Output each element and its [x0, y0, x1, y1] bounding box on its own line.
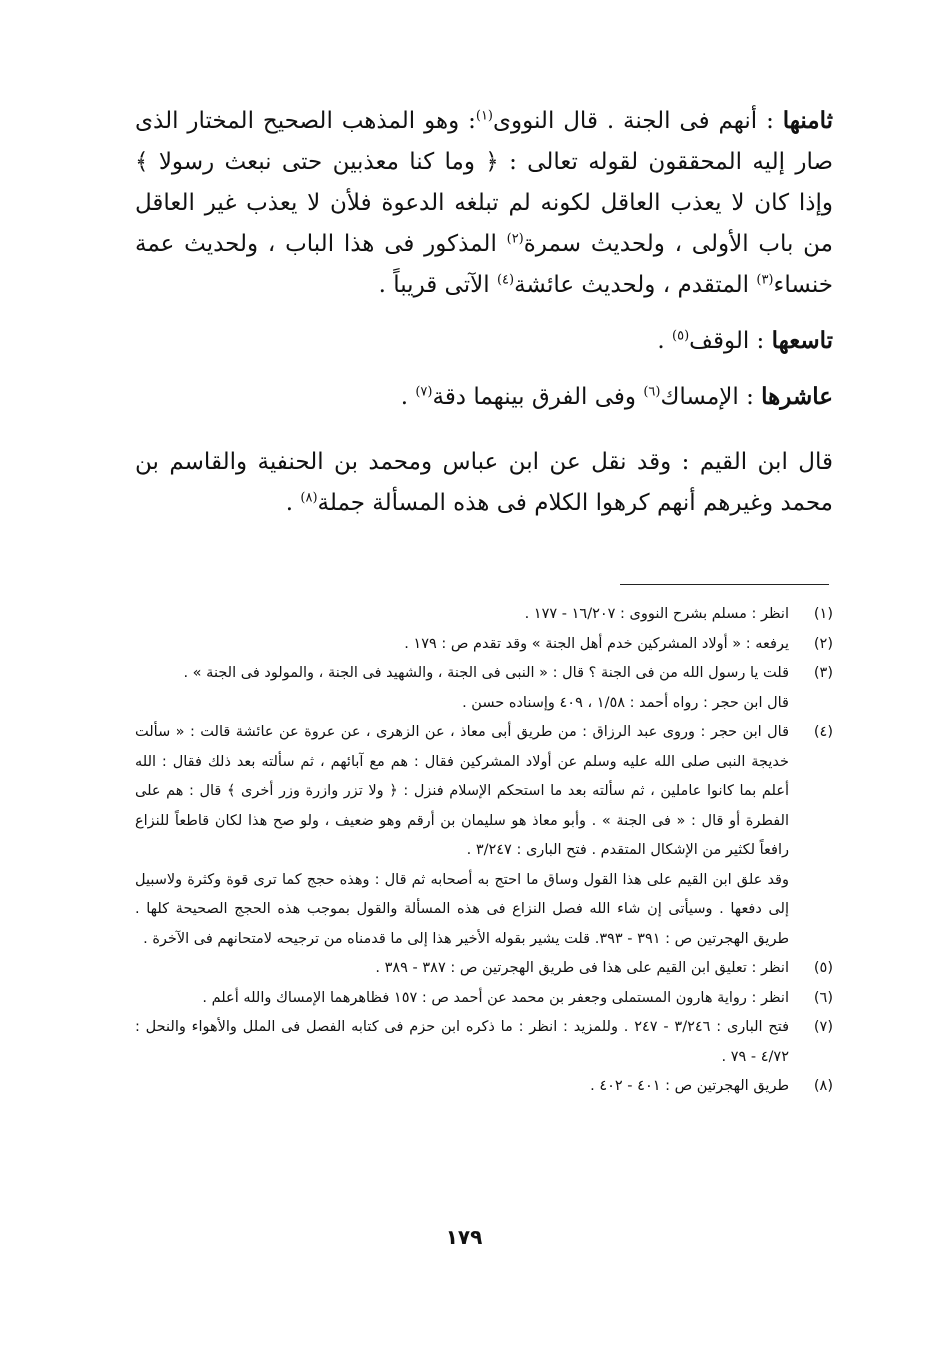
footnote-item — [135, 600, 833, 630]
footnote-separator — [620, 584, 829, 585]
main-text — [135, 100, 833, 524]
footnote-text: فتح البارى : ٣/٢٤٦ - ٢٤٧ . وللمزيد : انظر : ما ذكره ابن حزم فى كتابه الفصل فى الملل والأهواء والنحل : ٤/٧٢ - ٧٩ . — [135, 1019, 790, 1065]
footnote-ref[interactable]: (٣) — [756, 272, 774, 288]
paragraph-text: . — [657, 328, 672, 354]
footnotes — [135, 600, 833, 1102]
footnote-line: قلت يا رسول الله من فى الجنة ؟ قال : « النبى فى الجنة ، والشهيد فى الجنة ، والمولود فى الجنة » . — [183, 665, 789, 681]
paragraph-text: . — [285, 490, 301, 516]
paragraph-ninth — [135, 320, 833, 362]
footnote-ref[interactable]: (٨) — [300, 490, 318, 506]
paragraph-text: . — [400, 384, 416, 410]
footnote-number: (٦) — [813, 989, 833, 1006]
footnote-ref[interactable]: (١) — [475, 108, 493, 124]
paragraph-eighth — [135, 100, 833, 306]
paragraph-text: قال ابن القيم : وقد نقل عن ابن عباس ومحمد بن الحنفية والقاسم بن محمد وغيرهم أنهم كرهوا الكلام فى هذه المسألة جملة — [135, 449, 833, 516]
footnote-item — [135, 1013, 833, 1072]
footnote-line: قال ابن حجر : وروى عبد الرزاق : من طريق أبى معاذ ، عن الزهرى ، عن عروة عن عائشة قالت : « سألت خديجة النبى صلى الله عليه وسلم عن أولاد المشركين فقال : هم مع آبائهم ، ثم سألته بعد ذلك فقال : الله أعلم بما كانوا عاملين ، ثم سألته بعد ما استحكم الإسلام فنزل : ﴿ ولا تزر وازرة وزر أخرى ﴾ قال : هم على الفطرة أو قال : « فى الجنة » . وأبو معاذ هو سليمان بن أرقم وهو ضعيف ، ولو صح هذا لكان قاطعاً للنزاع رافعاً لكثير من الإشكال المتقدم . فتح البارى : ٣/٢٤٧ . — [135, 724, 789, 858]
paragraph-text: : الوقف — [689, 328, 772, 354]
footnote-item — [135, 630, 833, 660]
footnote-item — [135, 718, 833, 954]
footnote-ref[interactable]: (٤) — [496, 272, 515, 288]
footnote-line: قال ابن حجر : رواه أحمد : ١/٥٨ ، ٤٠٩ وإسناده حسن . — [462, 694, 789, 711]
footnote-ref[interactable]: (٥) — [672, 328, 690, 344]
footnote-text: انظر : تعليق ابن القيم على هذا فى طريق الهجرتين ص : ٣٨٧ - ٣٨٩ . — [375, 960, 789, 976]
footnote-text — [135, 718, 789, 954]
paragraph-text: : وهو المذهب الصحيح المختار الذى صار إليه المحققون لقوله تعالى : ﴿ وما كنا معذبين حتى نبعث رسولا ﴾ وإذا كان لا يعذب العاقل لكونه لم تبلغه الدعوة فلأن لا يعذب غير العاقل من باب الأولى ، ولحديث سمرة — [135, 108, 833, 257]
footnote-number: (٣) — [813, 665, 833, 681]
footnote-line: وقد علق ابن القيم على هذا القول وساق ما احتج به أصحابه ثم قال : وهذه حجج كما ترى قوة وكثرة ولاسبيل إلى دفعها . وسيأتى إن شاء الله فصل النزاع فى هذه المسألة والقول بموجب هذه الحجج الصحيحة كلها . طريق الهجرتين ص : ٣٩١ - ٣٩٣. قلت يشير بقوله الأخير هذا إلى ما قدمناه من ترجيحه لامتحانهم فى الآخرة . — [135, 871, 789, 947]
paragraph-text: : أنهم فى الجنة . قال النووى — [493, 108, 783, 134]
footnote-text: انظر : رواية هارون المستملى وجعفر بن محمد عن أحمد ص : ١٥٧ فظاهرهما الإمساك والله أعلم . — [202, 989, 789, 1006]
footnote-number: (١) — [813, 606, 833, 622]
paragraph-label: تاسعها — [771, 327, 833, 354]
page-number: ١٧٩ — [445, 1225, 483, 1249]
paragraph-text: وفى الفرق بينهما دقة — [432, 384, 644, 410]
footnote-text: طريق الهجرتين ص : ٤٠١ - ٤٠٢ . — [590, 1078, 789, 1094]
footnote-number: (٢) — [813, 635, 833, 652]
footnote-text — [135, 659, 789, 718]
footnote-item — [135, 659, 833, 718]
paragraph-ibn-qayyim — [135, 442, 833, 524]
footnote-number: (٤) — [813, 724, 833, 740]
paragraph-label: ثامنها — [782, 107, 833, 134]
footnote-ref[interactable]: (٢) — [506, 231, 524, 247]
footnote-number: (٥) — [813, 960, 833, 976]
footnote-item — [135, 984, 833, 1014]
paragraph-label: عاشرها — [761, 383, 833, 410]
paragraph-tenth — [135, 376, 833, 418]
footnote-text: يرفعه : « أولاد المشركين خدم أهل الجنة » وقد تقدم ص : ١٧٩ . — [404, 635, 789, 652]
footnote-text: انظر : مسلم بشرح النووى : ١٦/٢٠٧ - ١٧٧ . — [524, 606, 789, 622]
footnote-number: (٨) — [813, 1078, 833, 1094]
footnote-ref[interactable]: (٦) — [643, 384, 661, 400]
footnote-item — [135, 954, 833, 984]
paragraph-text: المذكور فى هذا الباب ، ولحديث عمة خنساء — [135, 231, 833, 298]
paragraph-text: : الإمساك — [660, 384, 762, 410]
paragraph-text: الآتى قريباً . — [378, 272, 497, 298]
paragraph-text: المتقدم ، ولحديث عائشة — [514, 272, 757, 298]
footnote-item — [135, 1072, 833, 1102]
footnote-ref[interactable]: (٧) — [415, 384, 433, 400]
footnote-number: (٧) — [813, 1019, 833, 1035]
